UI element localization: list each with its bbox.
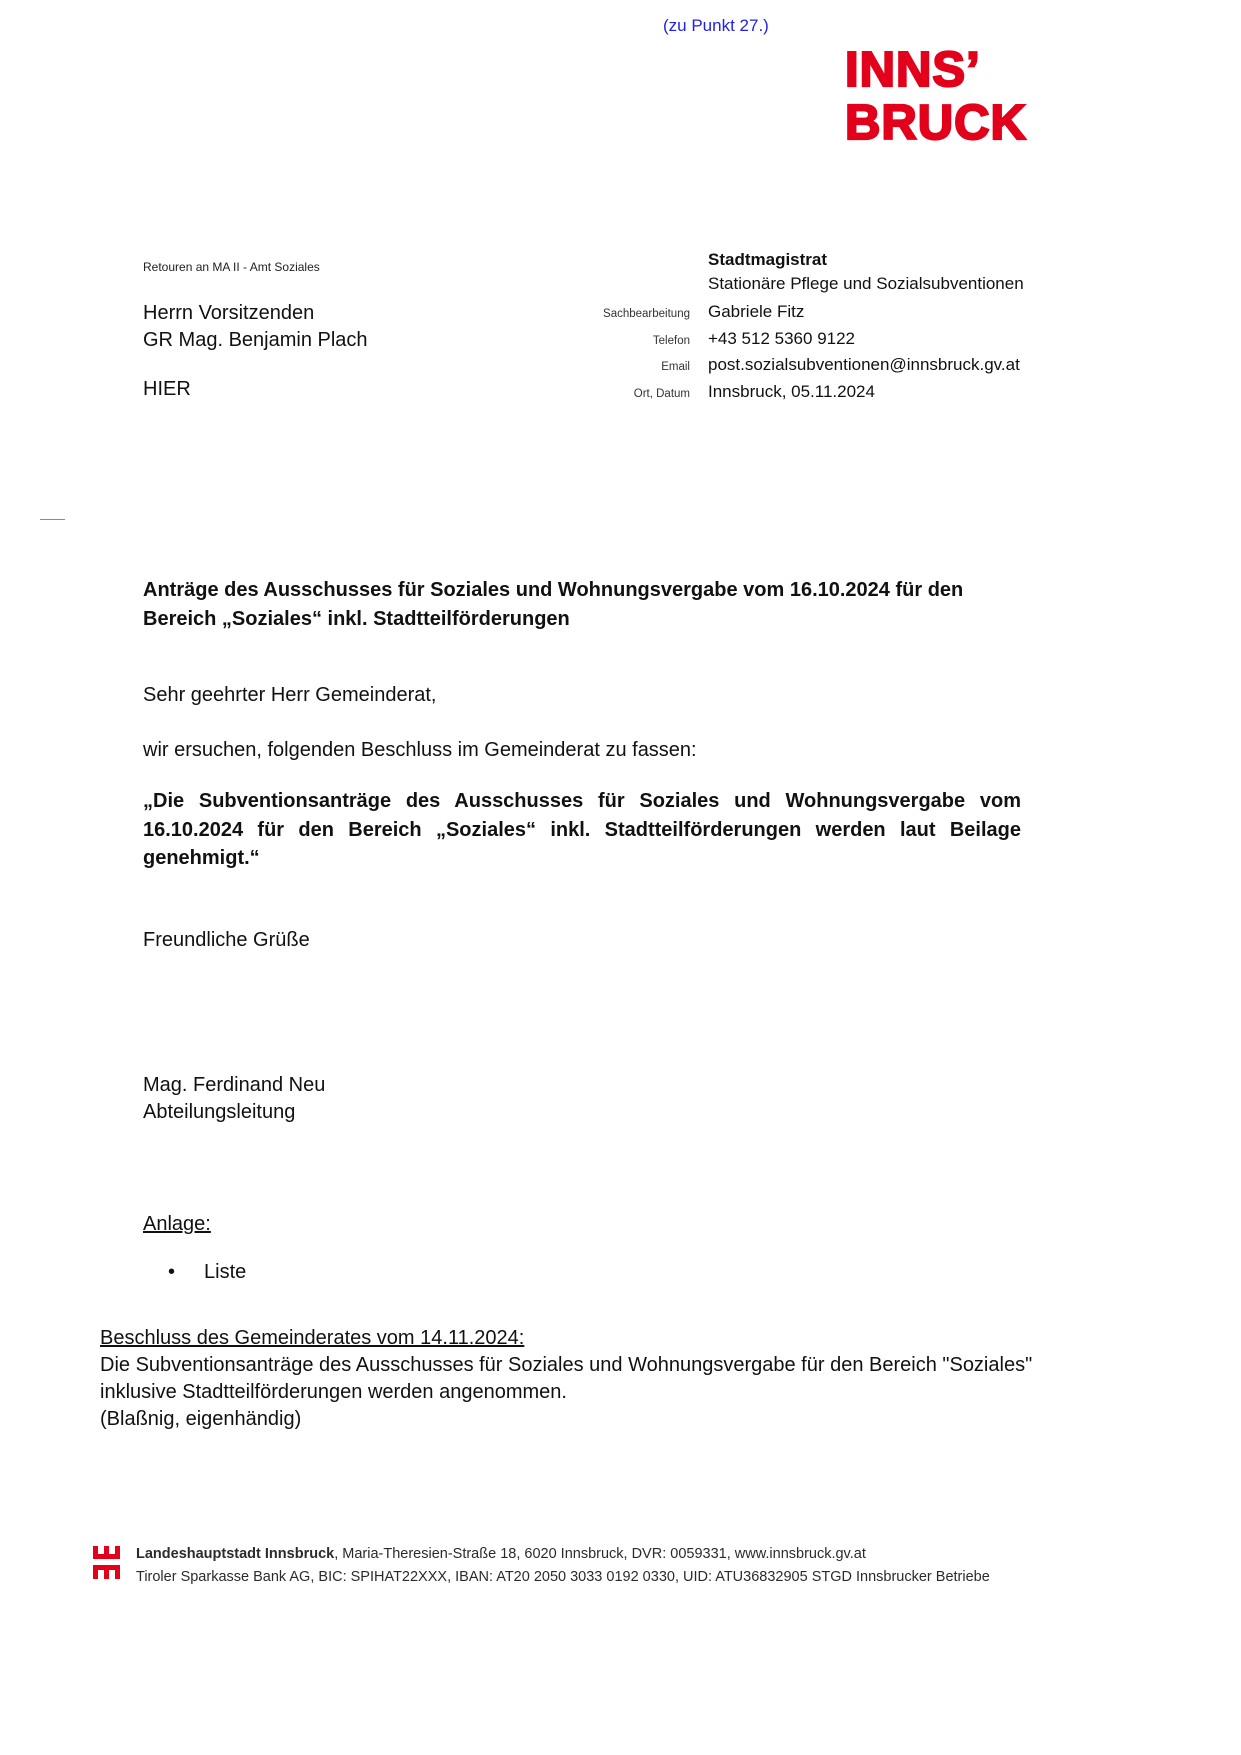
attachment-list <box>168 1261 246 1284</box>
signer-role: Abteilungsleitung <box>143 1101 296 1123</box>
innsbruck-coat-of-arms-icon <box>92 1545 124 1589</box>
logo-line-1: INNS’ <box>845 43 981 97</box>
decision-heading: Beschluss des Gemeinderates vom 14.11.2024: <box>100 1327 525 1349</box>
contact-row-ort-datum <box>530 380 1070 407</box>
resolution-paragraph: „Die Subventionsanträge des Ausschusses für Soziales und Wohnungsvergabe vom 16.10.2024 für den Bereich „Soziales“ inkl. Stadtteilförderungen werden laut Beilage genehmigt.“ <box>143 790 1021 869</box>
contact-row-sachbearbeitung <box>530 300 1070 327</box>
contact-label: Ort, Datum <box>633 387 690 400</box>
contact-label: Sachbearbeitung <box>603 308 690 320</box>
attachment-item: Liste <box>204 1261 247 1283</box>
recipient-block <box>143 260 368 401</box>
subject-line: Anträge des Ausschusses für Soziales und Wohnungsvergabe vom 16.10.2024 für den Bereich „Soziales“ inkl. Stadtteilförderungen <box>143 579 964 630</box>
recipient-line-2: GR Mag. Benjamin Plach <box>143 329 368 351</box>
decision-signature-note: (Blaßnig, eigenhändig) <box>100 1408 302 1430</box>
footer-address: , Maria-Theresien-Straße 18, 6020 Innsbruck, DVR: 0059331, www.innsbruck.gv.at <box>334 1546 866 1562</box>
request-sentence: wir ersuchen, folgenden Beschluss im Gemeinderat zu fassen: <box>143 739 697 761</box>
fold-mark <box>40 519 65 520</box>
footer-city-name: Landeshauptstadt Innsbruck <box>136 1546 335 1562</box>
recipient-line-3: HIER <box>143 378 191 400</box>
contact-label: Email <box>661 361 690 373</box>
contact-value-caseworker: Gabriele Fitz <box>708 302 805 321</box>
logo-line-2: BRUCK <box>845 96 1027 150</box>
contact-row-email <box>530 353 1070 380</box>
contact-label: Telefon <box>652 334 690 347</box>
closing-phrase: Freundliche Grüße <box>143 929 310 951</box>
contact-row-telefon <box>530 327 1070 354</box>
bullet-icon: • <box>168 1261 176 1283</box>
innsbruck-logo <box>845 44 1027 150</box>
recipient-line-1: Herrn Vorsitzenden <box>143 302 315 324</box>
signer-name: Mag. Ferdinand Neu <box>143 1074 326 1096</box>
page-footer <box>92 1543 990 1589</box>
agenda-reference-note: (zu Punkt 27.) <box>663 16 769 35</box>
return-address-note: Retouren an MA II - Amt Soziales <box>143 260 320 274</box>
footer-line-1 <box>136 1543 990 1566</box>
contact-block <box>530 248 1070 406</box>
decision-body: Die Subventionsanträge des Ausschusses für Soziales und Wohnungsvergabe für den Bereich "Soziales" inklusive Stadtteilförderungen werden angenommen. <box>100 1354 1033 1403</box>
council-decision-block <box>100 1325 1085 1433</box>
contact-unit: Stationäre Pflege und Sozialsubventionen <box>708 274 1024 293</box>
contact-value-email: post.sozialsubventionen@innsbruck.gv.at <box>708 355 1020 374</box>
contact-value-phone: +43 512 5360 9122 <box>708 328 856 348</box>
salutation: Sehr geehrter Herr Gemeinderat, <box>143 684 437 706</box>
contact-value-place-date: Innsbruck, 05.11.2024 <box>708 381 875 401</box>
footer-line-2: Tiroler Sparkasse Bank AG, BIC: SPIHAT22XXX, IBAN: AT20 2050 3033 0192 0330, UID: ATU36832905 STGD Innsbrucker Betriebe <box>136 1569 990 1585</box>
contact-department: Stadtmagistrat <box>708 250 828 269</box>
signature-block <box>143 1072 325 1126</box>
attachment-heading: Anlage: <box>143 1213 211 1235</box>
